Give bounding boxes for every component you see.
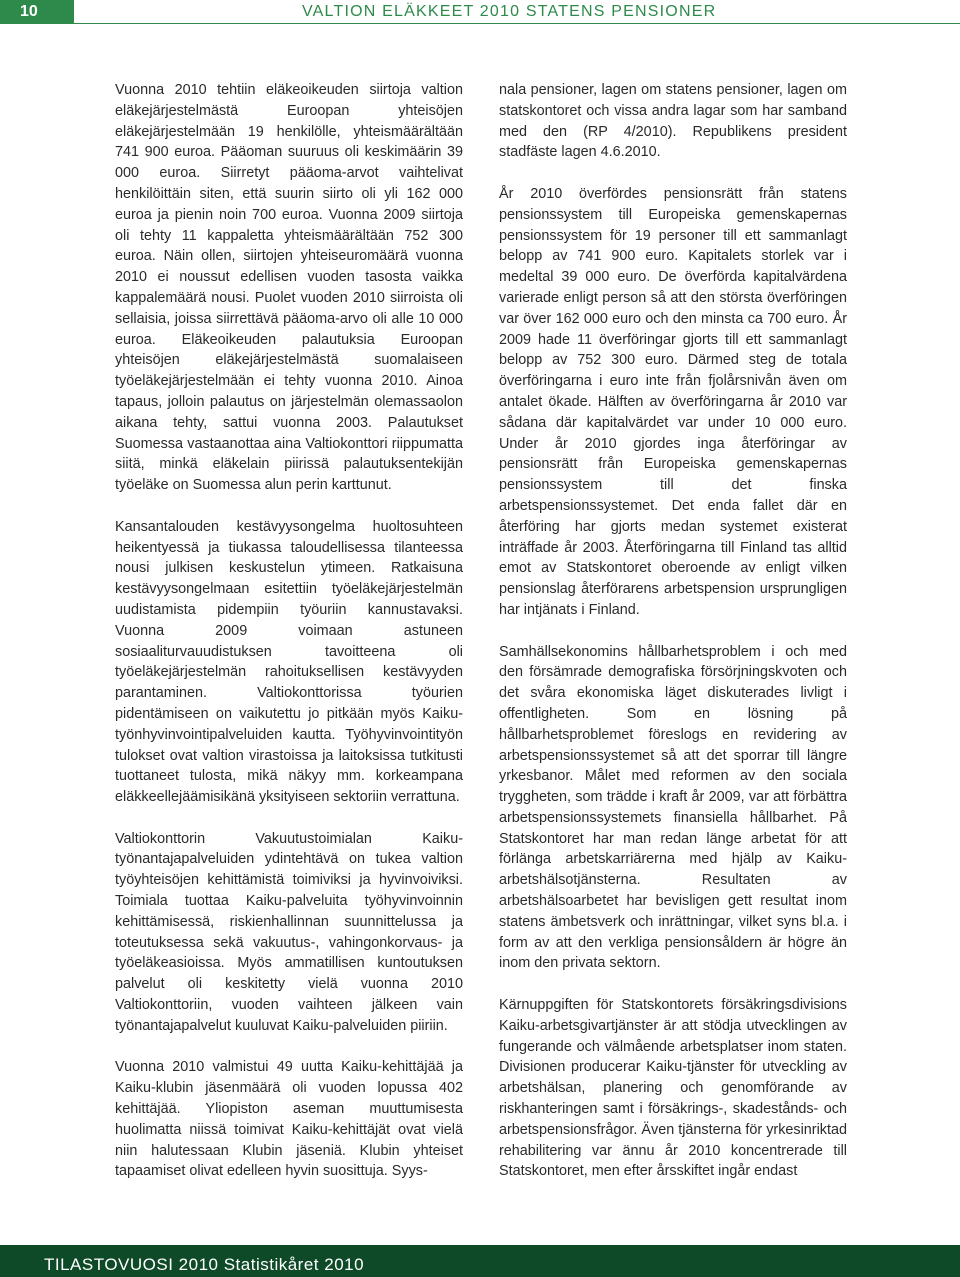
page-header xyxy=(0,0,960,26)
page-number: 10 xyxy=(0,0,74,24)
left-column-finnish xyxy=(115,80,463,1203)
paragraph: Kärnuppgiften för Statskontorets försäkringsdivisions Kaiku-arbetsgivartjänster är att stödja utvecklingen av fungerande och välmående arbetsplatser inom staten. Divisionen producerar Kaiku-tjänster för utveckling av arbetshälsan, planering och genomförande av riskhanteringen samt i försäkrings-, skadestånds- och arbetspensionsfrågor. Även tjänsterna för yrkesinriktad rehabilitering var ännu år 2010 koncentrerade till Statskontoret, men efter årsskiftet ingår endast xyxy=(499,997,847,1180)
paragraph: Vuonna 2010 valmistui 49 uutta Kaiku-kehittäjää ja Kaiku-klubin jäsenmäärä oli vuoden lopussa 402 kehittäjää. Yliopiston aseman muuttumisesta huolimatta niissä toimivat Kaiku-kehittäjät ovat vielä niin halutessaan Klubin jäseniä. Klubin yhteiset tapaamiset olivat edelleen hyvin suosittuja. Syys- xyxy=(115,1059,463,1180)
running-head: VALTION ELÄKKEET 2010 STATENS PENSIONER xyxy=(302,3,717,20)
paragraph: nala pensioner, lagen om statens pensioner, lagen om statskontoret och vissa andra lagar som har samband med den (RP 4/2010). Republikens president stadfäste lagen 4.6.2010. xyxy=(499,82,847,161)
paragraph: Samhällsekonomins hållbarhetsproblem i och med den försämrade demografiska försörjningskvoten och det svåra ekonomiska läget diskuterades livligt i offentligheten. Som en lösning på hållbarhetsproblemet föreslogs en revidering av arbetspensionssystemet så att det sporrar till längre yrkesbanor. Målet med reformen av den sociala tryggheten, som trädde i kraft år 2009, var att förbättra arbetspensionssystemets finansiella hållbarhet. På Statskontoret har man redan länge arbetat för att förlänga arbetskarriärerna med hjälp av Kaiku-arbetshälsotjänsterna. Resultaten av arbetshälsoarbetet har bevisligen gett resultat inom statens ämbetsverk och inrättningar, vilket syns bl.a. i form av att den verkliga pensionsåldern är högre än inom den privata sektorn. xyxy=(499,643,847,972)
paragraph: År 2010 överfördes pensionsrätt från statens pensionssystem till Europeiska gemenskapernas pensionssystem för 19 personer till ett sammanlagt belopp av 741 900 euro. Kapitalets storlek var i medeltal 39 000 euro. De överförda kapitalvärdena varierade enligt person så att den största överföringen var över 162 000 euro och den minsta ca 700 euro. År 2009 hade 11 överföringar gjorts till ett sammanlagt belopp av 752 300 euro. Därmed steg de totala överföringarna i euro inte från fjolårsnivån även om antalet ökade. Hälften av överföringarna år 2010 var sådana där kapitalvärdet var under 10 000 euro. Under år 2010 gjordes inga återföringar av pensionsrätt från Europeiska gemenskapernas pensionssystem till det finska arbetspensionssystemet. Det enda fallet där en återföring har gjorts medan systemet existerat inträffade år 2003. Återföringarna till Finland tas alltid emot av Statskontoret oberoende av enligt vilken pensionslag återförarens arbetspension ursprungligen har intjänats i Finland. xyxy=(499,185,847,618)
footer-text: TILASTOVUOSI 2010 Statistikåret 2010 xyxy=(44,1255,365,1274)
header-rule xyxy=(74,23,960,24)
paragraph: Vuonna 2010 tehtiin eläkeoikeuden siirtoja valtion eläkejärjestelmästä Euroopan yhteisöjen eläkejärjestelmään 19 henkilölle, yhteismäärältään 741 900 euroa. Pääoman suuruus oli keskimäärin 39 000 euroa. Siirretyt pääoma-arvot vaihtelivat henkilöittäin siten, että suurin siirto oli yli 162 000 euroa ja pienin noin 700 euroa. Vuonna 2009 siirtoja oli tehty 11 kappaletta yhteismäärältään 752 300 euroa. Näin ollen, siirtojen yhteiseuromäärä vuonna 2010 ei noussut edellisen vuoden tasosta vaikka kappalemäärä nousi. Puolet vuoden 2010 siirroista oli sellaisia, joissa siirrettävä pääoma-arvo oli alle 10 000 euroa. Eläkeoikeuden palautuksia Euroopan yhteisöjen eläkejärjestelmästä suomalaiseen työeläkejärjestelmään ei tehty vuonna 2010. Ainoa tapaus, jolloin palautus on järjestelmän olemassaolon aikana tehty, sattui vuonna 2003. Palautukset Suomessa vastaanottaa aina Valtiokonttori riippumatta siitä, minkä eläkelain piirissä palautuksentekijän työeläke on Suomessa alun perin karttunut. xyxy=(115,82,463,494)
paragraph: Valtiokonttorin Vakuutustoimialan Kaiku-työnantajapalveluiden ydintehtävä on tukea valtion työyhteisöjen kehittämistä toimiviksi ja hyvinvoiviksi. Toimiala tuottaa Kaiku-palveluita työhyvinvoinnin kehittämisessä, riskienhallinnan suunnittelussa ja toteutuksessa sekä vakuutus-, vahingonkorvaus- ja työeläkeasioissa. Myös ammatillisen kuntoutuksen palvelut oli keskitetty vielä vuonna 2010 Valtiokonttoriin, vuoden vaihteen jälkeen vain työnantajapalvelut kuuluvat Kaiku-palveluiden piiriin. xyxy=(115,830,463,1034)
page-footer xyxy=(0,1245,960,1277)
paragraph: Kansantalouden kestävyysongelma huoltosuhteen heikentyessä ja tiukassa taloudellisessa tilanteessa nousi julkisen keskustelun ytimeen. Ratkaisuna kestävyysongelmaan esitettiin työeläkejärjestelmän uudistamista pidempiin työuriin kannustavaksi. Vuonna 2009 voimaan astuneen sosiaaliturvauudistuksen tavoitteena oli työeläkejärjestelmän rahoituksellisen kestävyyden parantaminen. Valtiokonttorissa työurien pidentämiseen on vaikutettu jo pitkään myös Kaiku-työnhyvinvointipalveluiden kautta. Työhyvinvointityön tulokset ovat valtion virastoissa ja laitoksissa tutkitusti tuottaneet tulosta, mikä näkyy mm. korkeampana eläkkeellejäämisikänä yksityiseen sektoriin verrattuna. xyxy=(115,518,463,806)
right-column-swedish xyxy=(499,80,847,1203)
